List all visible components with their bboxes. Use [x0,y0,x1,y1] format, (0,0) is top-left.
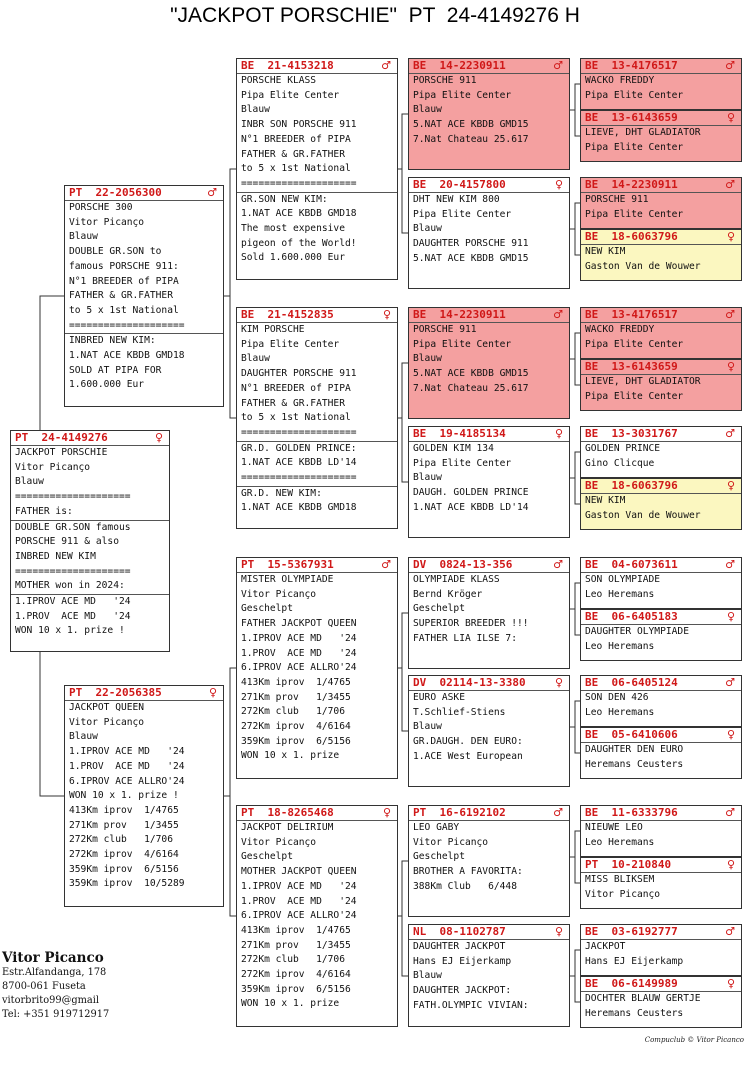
card-line: ==================== [15,491,131,503]
card-line: Vitor Picanço [585,888,661,900]
card-line: Sold 1.600.000 Eur [241,252,345,264]
ring-number [581,806,741,820]
ring-number [581,610,741,624]
card-line: T.Schlief-Stiens [413,706,506,718]
male-symbol-icon: ♂ [553,806,563,819]
card-line: ==================== [241,177,357,189]
card-line: Vitor Picanço [15,461,91,473]
ring-number [409,308,569,322]
card-line: PORSCHE 911 & also [15,536,119,548]
card-line: PORSCHE 911 [585,194,649,205]
card-line: GOLDEN PRINCE [585,443,661,454]
card-line: 5.NAT ACE KBDB GMD15 [413,252,529,264]
ring-number [581,858,741,872]
card-line: INBRED NEW KIM [15,550,96,562]
ring-number-text: BE 06-6405124 [585,676,678,689]
ring-number [409,427,569,441]
card-line: Gaston Van de Wouwer [585,260,701,272]
ring-number [237,59,397,73]
card-line: MOTHER JACKPOT QUEEN [241,866,357,878]
card-line: Pipa Elite Center [413,208,512,220]
card-line: WON 10 x 1. prize [241,750,340,762]
card-line: FATHER JACKPOT QUEEN [241,618,357,630]
card-line: 1.NAT ACE KBDB LD'14 [413,501,529,513]
pigeon-card-h8 [580,478,742,530]
card-line: Blauw [241,353,270,365]
card-line: DAUGH. GOLDEN PRINCE [413,487,529,499]
female-symbol-icon: ♀ [554,178,563,191]
card-line: 1.IPROV ACE MD '24 [15,596,131,608]
ring-number-text: BE 06-6405183 [585,610,678,623]
card-line: Vitor Picanço [413,836,489,848]
card-line: Hans EJ Eijerkamp [413,955,512,967]
ring-number-text: BE 13-4176517 [585,59,678,72]
card-line: 271Km prov 1/3455 [241,691,351,703]
male-symbol-icon: ♂ [381,59,391,72]
card-line: 272Km club 1/706 [241,954,345,966]
ring-number [237,806,397,820]
card-line: DAUGHTER DEN EURO [585,744,684,755]
card-line: 413Km iprov 1/4765 [241,924,351,936]
ring-number [409,925,569,939]
card-line: Geschelpt [241,851,293,863]
female-symbol-icon: ♀ [382,806,391,819]
card-line: Pipa Elite Center [241,338,340,350]
card-line: Blauw [15,476,44,488]
card-line: ==================== [69,319,185,331]
card-line: FATHER is: [15,505,73,517]
card-line: WON 10 x 1. prize [241,998,340,1010]
card-line: FATHER & GR.FATHER [241,397,345,409]
card-line: Blauw [413,472,442,484]
card-line: JACKPOT QUEEN [69,702,145,713]
card-line: KIM PORSCHE [241,324,305,335]
ring-number [11,431,169,445]
card-line: Vitor Picanço [69,716,145,728]
card-line: Pipa Elite Center [413,89,512,101]
card-line: DOCHTER BLAUW GERTJE [585,993,701,1004]
card-line: Geschelpt [413,851,465,863]
card-line: DAUGHTER PORSCHE 911 [413,238,529,250]
pigeon-card-h5 [580,307,742,359]
male-symbol-icon: ♂ [725,178,735,191]
card-line: GR.SON NEW KIM: [241,193,328,205]
card-line: OLYMPIADE KLASS [413,574,500,585]
ring-number-text: BE 18-6063796 [585,479,678,492]
card-line: 1.PROV ACE MD '24 [241,895,357,907]
card-line: Leo Heremans [585,836,655,848]
card-line: Vitor Picanço [241,836,317,848]
card-line: 1.IPROV ACE MD '24 [241,880,357,892]
card-line: 6.IPROV ACE ALLRO'24 [241,910,357,922]
male-symbol-icon: ♂ [725,925,735,938]
pigeon-card-h1 [580,58,742,110]
male-symbol-icon: ♂ [553,308,563,321]
card-line: 388Km Club 6/448 [413,880,517,892]
ring-number [581,59,741,73]
female-symbol-icon: ♀ [726,728,735,741]
ring-number [409,806,569,820]
female-symbol-icon: ♀ [154,431,163,444]
pigeon-card-h6 [580,359,742,411]
female-symbol-icon: ♀ [208,686,217,699]
pigeon-card-h7 [580,426,742,478]
card-line: 7.Nat Chateau 25.617 [413,382,529,394]
card-line: NIEUWE LEO [585,822,643,833]
card-line: EURO ASKE [413,692,465,703]
pigeon-card-sire [64,185,224,407]
pigeon-card-h9 [580,557,742,609]
owner-address: Estr.Alfandanga, 178 [2,967,107,978]
pigeon-card-g3 [408,307,570,419]
card-line: ==================== [241,472,357,484]
female-symbol-icon: ♀ [726,360,735,373]
ring-number [409,558,569,572]
female-symbol-icon: ♀ [554,925,563,938]
card-line: 1.PROV ACE MD '24 [15,610,131,622]
ring-number [581,230,741,244]
ring-number-text: BE 13-4176517 [585,308,678,321]
card-line: DAUGHTER PORSCHE 911 [241,368,357,380]
card-line: 1.NAT ACE KBDB LD'14 [241,457,357,469]
pigeon-card-dam [64,685,224,907]
card-line: 272Km iprov 4/6164 [69,849,179,861]
card-line: MOTHER won in 2024: [15,580,125,592]
card-line: to 5 x 1st National [241,412,351,424]
card-line: DAUGHTER OLYMPIADE [585,626,689,637]
card-line: Hans EJ Eijerkamp [585,955,684,967]
male-symbol-icon: ♂ [725,427,735,440]
card-line: to 5 x 1st National [241,163,351,175]
card-line: FATHER & GR.FATHER [69,290,173,302]
card-line: Leo Heremans [585,588,655,600]
card-line: DHT NEW KIM 800 [413,194,500,205]
card-line: 413Km iprov 1/4765 [241,676,351,688]
card-line: LIEVE, DHT GLADIATOR [585,127,701,138]
ring-number [581,111,741,125]
ring-number-text: PT 16-6192102 [413,806,506,819]
card-line: MISTER OLYMPIADE [241,574,334,585]
card-line: ==================== [15,565,131,577]
pigeon-card-dd [236,805,398,1027]
card-line: Blauw [413,970,442,982]
card-line: 6.IPROV ACE ALLRO'24 [69,775,185,787]
card-line: SUPERIOR BREEDER !!! [413,618,529,630]
card-line: Leo Heremans [585,640,655,652]
card-line: GOLDEN KIM 134 [413,443,494,454]
card-line: FATHER & GR.FATHER [241,148,345,160]
ring-number-text: PT 22-2056385 [69,686,162,699]
pigeon-card-h10 [580,609,742,661]
card-line: FATHER LIA ILSE 7: [413,632,517,644]
ring-number [581,178,741,192]
connector-line [40,652,64,796]
ring-number-text: BE 21-4153218 [241,59,334,72]
card-line: Blauw [413,223,442,235]
card-line: 272Km club 1/706 [69,834,173,846]
pigeon-card-g6 [408,675,570,787]
pigeon-card-g2 [408,177,570,289]
ring-number-text: BE 18-6063796 [585,230,678,243]
footer-credit: Compuclub © Vitor Picanco [644,1036,744,1044]
ring-number-text: PT 10-210840 [585,858,672,871]
ring-number-text: PT 24-4149276 [15,431,108,444]
card-line: GR.DAUGH. DEN EURO: [413,736,523,748]
card-line: Pipa Elite Center [585,89,684,101]
card-line: 1.PROV ACE MD '24 [69,760,185,772]
card-line: GR.D. GOLDEN PRINCE: [241,442,357,454]
card-line: Geschelpt [241,603,293,615]
card-line: 1.IPROV ACE MD '24 [69,746,185,758]
pigeon-card-g8 [408,924,570,1027]
card-line: 1.NAT ACE KBDB GMD18 [241,208,357,220]
card-line: JACKPOT DELIRIUM [241,822,334,833]
card-line: WACKO FREDDY [585,324,655,335]
card-line: Vitor Picanço [69,216,145,228]
card-line: DAUGHTER JACKPOT [413,941,506,952]
ring-number [581,728,741,742]
pigeon-card-h12 [580,727,742,779]
female-symbol-icon: ♀ [554,676,563,689]
ring-number-text: BE 19-4185134 [413,427,506,440]
card-line: 1.IPROV ACE MD '24 [241,632,357,644]
ring-number-text: BE 21-4152835 [241,308,334,321]
owner-name: Vitor Picanco [2,950,104,966]
ring-number [237,558,397,572]
page-title: "JACKPOT PORSCHIE" PT 24-4149276 H [170,4,580,27]
card-line: Bernd Kröger [413,588,483,600]
card-line: N°1 BREEDER of PIPA [241,133,351,145]
card-line: BROTHER A FAVORITA: [413,866,523,878]
pigeon-card-sd [236,307,398,529]
pigeon-card-g4 [408,426,570,538]
card-line: JACKPOT PORSCHIE [15,447,108,458]
card-line: Blauw [69,731,98,743]
ring-number [581,427,741,441]
female-symbol-icon: ♀ [554,427,563,440]
card-line: 1.PROV ACE MD '24 [241,647,357,659]
card-line: 272Km iprov 4/6164 [241,721,351,733]
ring-number-text: BE 11-6333796 [585,806,678,819]
pigeon-card-h11 [580,675,742,727]
card-line: Blauw [241,104,270,116]
card-line: MISS BLIKSEM [585,874,655,885]
male-symbol-icon: ♂ [553,59,563,72]
card-line: DOUBLE GR.SON famous [15,521,131,533]
card-line: INBR SON PORSCHE 911 [241,119,357,131]
card-line: Geschelpt [413,603,465,615]
pigeon-card-h3 [580,177,742,229]
card-line: Gino Clicque [585,457,655,469]
ring-number-text: PT 15-5367931 [241,558,334,571]
card-line: 1.NAT ACE KBDB GMD18 [69,350,185,362]
pigeon-card-g1 [408,58,570,170]
ring-number-text: NL 08-1102787 [413,925,506,938]
male-symbol-icon: ♂ [725,806,735,819]
female-symbol-icon: ♀ [726,230,735,243]
card-line: PORSCHE 300 [69,202,133,213]
card-line: Gaston Van de Wouwer [585,509,701,521]
pigeon-card-h16 [580,976,742,1028]
card-line: to 5 x 1st National [69,304,179,316]
card-line: 5.NAT ACE KBDB GMD15 [413,119,529,131]
ring-number [409,178,569,192]
ring-number-text: BE 13-6143659 [585,111,678,124]
ring-number-text: BE 13-6143659 [585,360,678,373]
card-line: Pipa Elite Center [585,208,684,220]
card-line: Pipa Elite Center [585,141,684,153]
ring-number [409,676,569,690]
card-line: 413Km iprov 1/4765 [69,804,179,816]
card-line: 359Km iprov 10/5289 [69,878,185,890]
card-line: WON 10 x 1. prize ! [69,790,179,802]
card-line: 271Km prov 1/3455 [241,939,351,951]
card-line: PORSCHE 911 [413,75,477,86]
ring-number-text: DV 0824-13-356 [413,558,513,571]
ring-number-text: PT 22-2056300 [69,186,162,199]
card-line: 6.IPROV ACE ALLRO'24 [241,662,357,674]
ring-number-text: BE 05-6410606 [585,728,678,741]
female-symbol-icon: ♀ [726,977,735,990]
male-symbol-icon: ♂ [553,558,563,571]
card-line: 7.Nat Chateau 25.617 [413,133,529,145]
ring-number [581,676,741,690]
ring-number-text: BE 20-4157800 [413,178,506,191]
card-line: 1.ACE West European [413,750,523,762]
ring-number-text: BE 14-2230911 [413,308,506,321]
card-line: ==================== [241,426,357,438]
ring-number [581,977,741,991]
ring-number-text: BE 06-6149989 [585,977,678,990]
card-line: JACKPOT [585,941,626,952]
ring-number [237,308,397,322]
card-line: PORSCHE 911 [413,324,477,335]
card-line: Heremans Ceusters [585,1007,684,1019]
pigeon-card-h4 [580,229,742,281]
card-line: N°1 BREEDER of PIPA [241,382,351,394]
card-line: 359Km iprov 6/5156 [69,863,179,875]
pigeon-card-h2 [580,110,742,162]
ring-number [65,686,223,700]
male-symbol-icon: ♂ [381,558,391,571]
male-symbol-icon: ♂ [725,308,735,321]
ring-number [581,925,741,939]
card-line: WACKO FREDDY [585,75,655,86]
pigeon-card-h15 [580,924,742,976]
ring-number-text: BE 04-6073611 [585,558,678,571]
pigeon-card-subject [10,430,170,652]
card-line: Leo Heremans [585,706,655,718]
card-line: Pipa Elite Center [585,390,684,402]
ring-number-text: BE 03-6192777 [585,925,678,938]
ring-number [581,479,741,493]
card-line: 272Km iprov 4/6164 [241,969,351,981]
pigeon-card-h14 [580,857,742,909]
card-line: LIEVE, DHT GLADIATOR [585,376,701,387]
female-symbol-icon: ♀ [726,111,735,124]
pigeon-card-h13 [580,805,742,857]
card-line: LEO GABY [413,822,460,833]
ring-number-text: BE 13-3031767 [585,427,678,440]
card-line: Blauw [413,353,442,365]
ring-number-text: DV 02114-13-3380 [413,676,526,689]
card-line: Pipa Elite Center [413,457,512,469]
card-line: INBRED NEW KIM: [69,335,156,347]
pigeon-card-ss [236,58,398,280]
card-line: GR.D. NEW KIM: [241,487,322,499]
card-line: Blauw [69,231,98,243]
ring-number [65,186,223,200]
card-line: 359Km iprov 6/5156 [241,983,351,995]
card-line: 1.NAT ACE KBDB GMD18 [241,502,357,514]
card-line: FATH.OLYMPIC VIVIAN: [413,999,529,1011]
card-line: NEW KIM [585,246,626,257]
card-line: The most expensive [241,223,345,235]
pigeon-card-g7 [408,805,570,917]
card-line: DAUGHTER JACKPOT: [413,985,512,997]
ring-number-text: BE 14-2230911 [585,178,678,191]
card-line: Heremans Ceusters [585,758,684,770]
card-line: 272Km club 1/706 [241,706,345,718]
card-line: DOUBLE GR.SON to [69,246,162,258]
card-line: Pipa Elite Center [413,338,512,350]
card-line: Blauw [413,104,442,116]
ring-number [409,59,569,73]
ring-number [581,360,741,374]
male-symbol-icon: ♂ [725,676,735,689]
owner-phone: Tel: +351 919712917 [2,1009,110,1020]
pigeon-card-ds [236,557,398,779]
card-line: 271Km prov 1/3455 [69,819,179,831]
pigeon-card-g5 [408,557,570,669]
ring-number [581,558,741,572]
card-line: pigeon of the World! [241,237,357,249]
male-symbol-icon: ♂ [725,558,735,571]
ring-number-text: BE 14-2230911 [413,59,506,72]
card-line: 5.NAT ACE KBDB GMD15 [413,368,529,380]
card-line: WON 10 x 1. prize ! [15,625,125,637]
ring-number [581,308,741,322]
owner-block [2,950,109,1022]
ring-number-text: PT 18-8265468 [241,806,334,819]
female-symbol-icon: ♀ [726,610,735,623]
card-line: famous PORSCHE 911: [69,260,179,272]
card-line: N°1 BREEDER of PIPA [69,275,179,287]
card-line: Vitor Picanço [241,588,317,600]
card-line: SOLD AT PIPA FOR [69,364,162,376]
card-line: NEW KIM [585,495,626,506]
card-line: Blauw [413,721,442,733]
card-line: 1.600.000 Eur [69,379,145,391]
card-line: SON DEN 426 [585,692,649,703]
card-line: Pipa Elite Center [585,338,684,350]
card-line: Pipa Elite Center [241,89,340,101]
connector-line [40,296,64,430]
card-line: SON OLYMPIADE [585,574,661,585]
female-symbol-icon: ♀ [726,858,735,871]
male-symbol-icon: ♂ [207,186,217,199]
card-line: 359Km iprov 6/5156 [241,735,351,747]
card-line: PORSCHE KLASS [241,75,317,86]
male-symbol-icon: ♂ [725,59,735,72]
owner-email: vitorbrito99@gmail [2,995,100,1006]
female-symbol-icon: ♀ [726,479,735,492]
owner-city: 8700-061 Fuseta [2,981,86,992]
female-symbol-icon: ♀ [382,308,391,321]
